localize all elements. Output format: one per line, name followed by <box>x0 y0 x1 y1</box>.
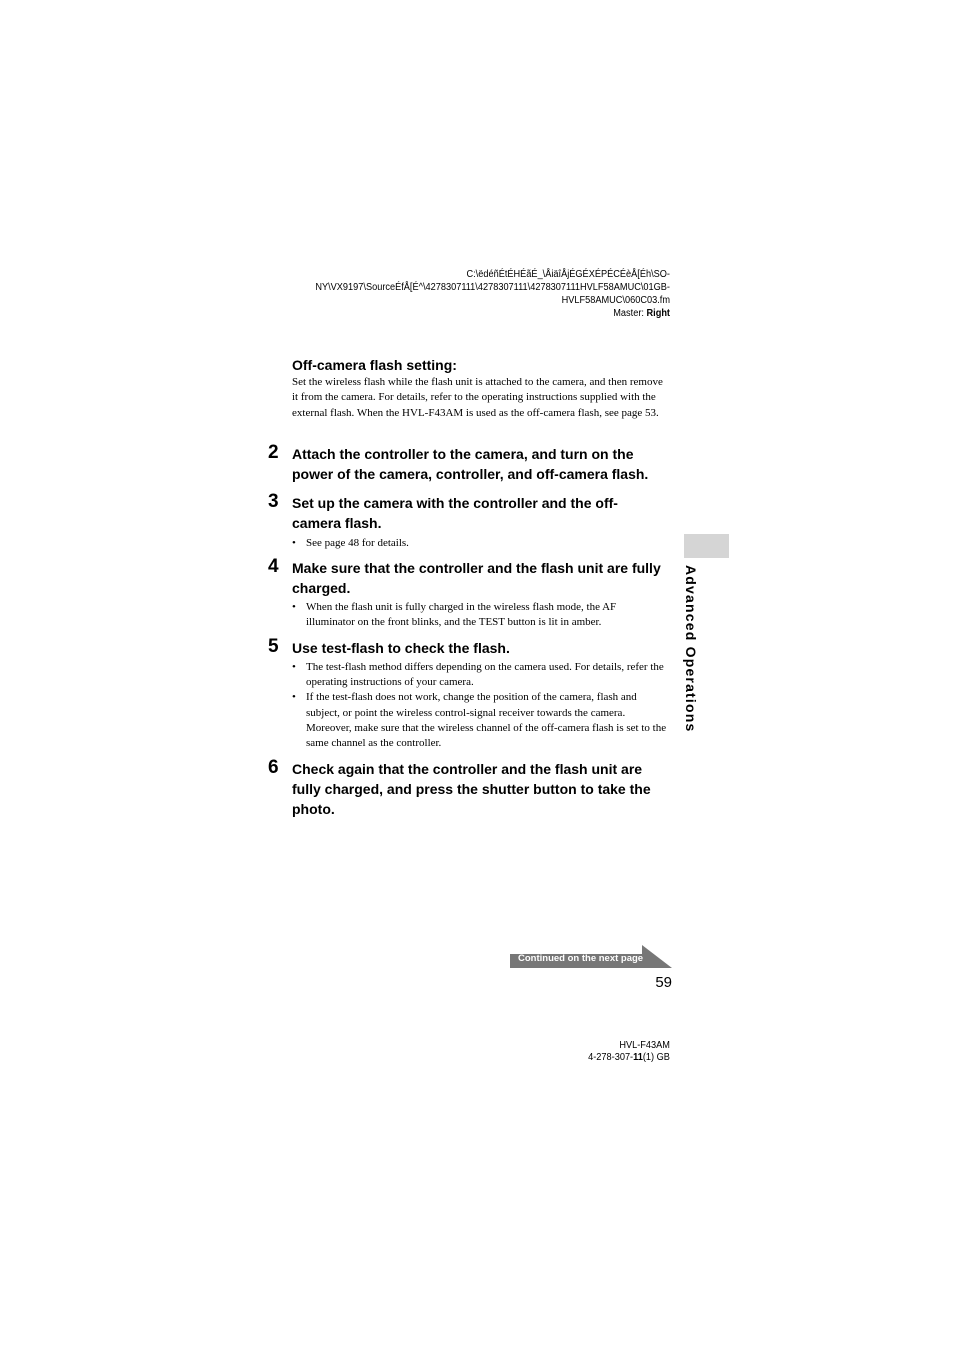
step-number: 3 <box>268 491 279 512</box>
step-text: Attach the controller to the camera, and turn on the power of the camera, controller, and off-camera flash. <box>292 446 649 482</box>
step-bullets <box>292 600 662 630</box>
master-value: Right <box>646 308 670 319</box>
footer-code-bold: 11 <box>633 1051 643 1063</box>
bullet-text: See page 48 for details. <box>306 537 409 549</box>
file-path-line-1: C:\ëdéñÉtÉHÉãÉ_\ÅiäîÅjÉGÉXÉPÉCÉèÅ[Éh\SO- <box>466 269 670 280</box>
bullet-item <box>292 660 672 690</box>
footer-code <box>588 1052 670 1064</box>
bullet-marker: • <box>292 537 296 549</box>
file-path-line-3: HVLF58AMUC\060C03.fm <box>561 295 670 306</box>
bullet-text: The test-flash method differs depending on the camera used. For details, refer the operating instructions of your camera. <box>306 661 664 689</box>
continued-label: Continued on the next page <box>518 953 644 964</box>
bullet-text: When the flash unit is fully charged in the wireless flash mode, the AF illuminator on the front blinks, and the TEST button is lit in amber. <box>306 601 617 629</box>
section-tab-marker <box>684 534 729 558</box>
step-text: Make sure that the controller and the flash unit are fully charged. <box>292 560 661 596</box>
file-path-line-2: NY\VX9197\SourceÉfÅ[É^\4278307111\4278307111\4278307111HVLF58AMUC\01GB- <box>315 282 670 293</box>
step-text: Use test-flash to check the flash. <box>292 640 510 656</box>
bullet-text: If the test-flash does not work, change the position of the camera, flash and subject, or point the wireless control-signal receiver towards the camera. Moreover, make sure that the wireless channel of the off-camera flash is set to the same channel as the controller. <box>306 691 667 750</box>
section-intro: Set the wireless flash while the flash unit is attached to the camera, and then remove it from the camera. For details, refer to the operating instructions supplied with the external flash. When the HVL-F43AM is used as the off-camera flash, see page 53. <box>292 376 663 419</box>
bullet-marker: • <box>292 691 296 704</box>
page-number: 59 <box>655 974 672 991</box>
step-number: 4 <box>268 556 279 577</box>
bullet-item <box>292 536 670 551</box>
master-line <box>284 307 670 320</box>
bullet-item <box>292 600 662 630</box>
master-label: Master: <box>613 308 647 319</box>
side-section-label: Advanced Operations <box>683 565 699 733</box>
step-bullets <box>292 660 672 751</box>
step-number: 5 <box>268 636 279 657</box>
step-text: Set up the camera with the controller and the off-camera flash. <box>292 495 618 531</box>
bullet-item <box>292 690 672 751</box>
footer-code-suffix: (1) GB <box>642 1051 670 1063</box>
bullet-marker: • <box>292 661 296 673</box>
step-text: Check again that the controller and the flash unit are fully charged, and press the shutter button to take the photo. <box>292 761 651 817</box>
footer-block <box>588 1040 670 1063</box>
continued-banner <box>510 945 672 968</box>
section-title: Off-camera flash setting: <box>292 357 457 373</box>
step-number: 2 <box>268 442 279 463</box>
step-bullets <box>292 536 670 551</box>
file-path-header <box>284 268 670 320</box>
footer-code-prefix: 4-278-307- <box>588 1051 634 1063</box>
bullet-marker: • <box>292 601 296 613</box>
footer-model: HVL-F43AM <box>619 1040 670 1051</box>
step-number: 6 <box>268 757 279 778</box>
